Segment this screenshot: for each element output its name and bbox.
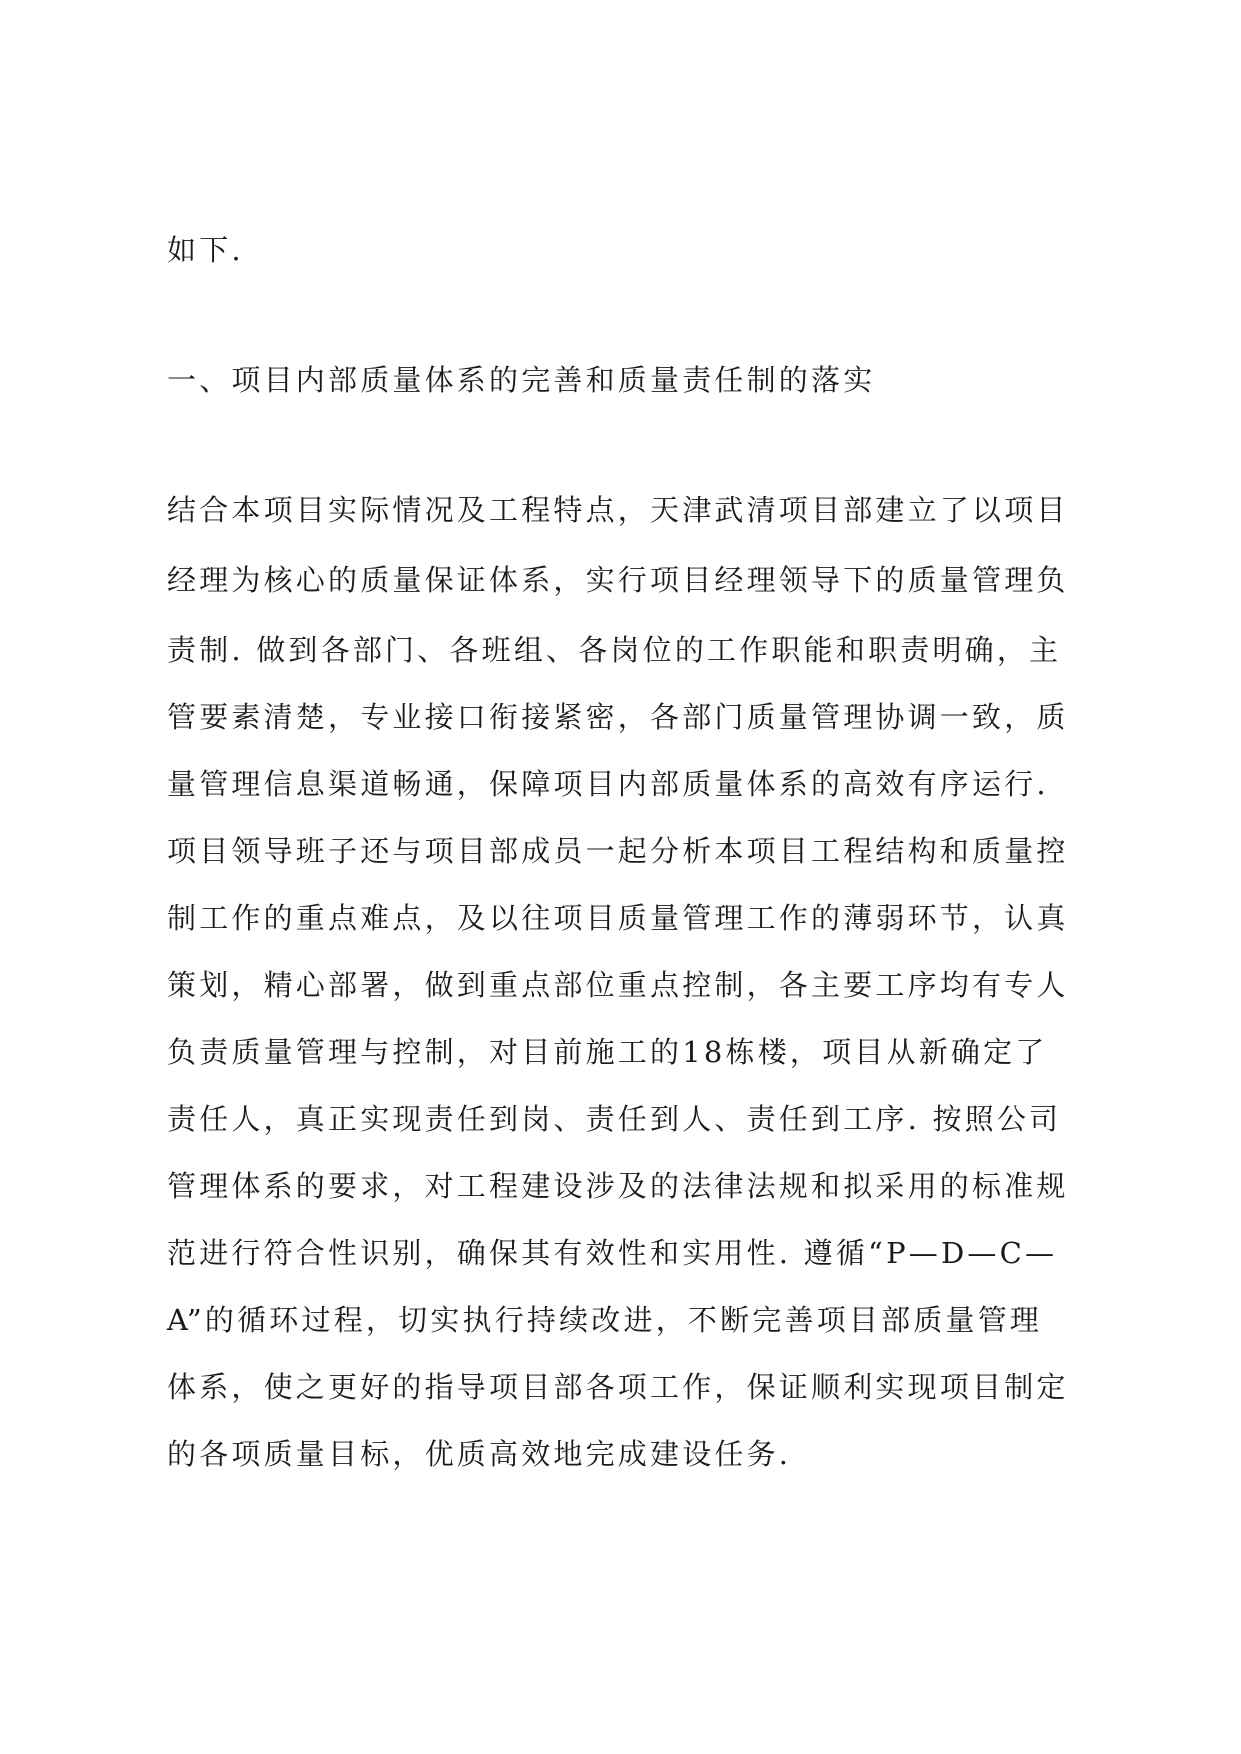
paragraph-line: 负责质量管理与控制，对目前施工的18栋楼，项目从新确定了: [167, 1035, 1048, 1069]
intro-line: 如下.: [167, 233, 244, 267]
paragraph-line: 的各项质量目标，优质高效地完成建设任务.: [167, 1437, 792, 1471]
paragraph-line: 策划，精心部署，做到重点部位重点控制，各主要工序均有专人: [167, 968, 1069, 1002]
paragraph-line: A”的循环过程，切实执行持续改进，不断完善项目部质量管理: [167, 1303, 1043, 1337]
paragraph-line: 项目领导班子还与项目部成员一起分析本项目工程结构和质量控: [167, 834, 1069, 868]
paragraph-line: 管要素清楚，专业接口衔接紧密，各部门质量管理协调一致，质: [167, 700, 1069, 734]
paragraph-line: 制工作的重点难点，及以往项目质量管理工作的薄弱环节，认真: [167, 901, 1069, 935]
paragraph-line: 责任人，真正实现责任到岗、责任到人、责任到工序. 按照公司: [167, 1102, 1062, 1136]
paragraph-line: 责制. 做到各部门、各班组、各岗位的工作职能和职责明确，主: [167, 633, 1062, 667]
paragraph-line: 范进行符合性识别，确保其有效性和实用性. 遵循“P—D—C—: [167, 1236, 1058, 1270]
paragraph-line: 经理为核心的质量保证体系，实行项目经理领导下的质量管理负: [167, 563, 1069, 597]
section-heading: 一、项目内部质量体系的完善和质量责任制的落实: [167, 363, 876, 397]
paragraph-line: 结合本项目实际情况及工程特点，天津武清项目部建立了以项目: [167, 493, 1069, 527]
paragraph-line: 体系，使之更好的指导项目部各项工作，保证顺利实现项目制定: [167, 1370, 1069, 1404]
paragraph-line: 量管理信息渠道畅通，保障项目内部质量体系的高效有序运行.: [167, 767, 1049, 801]
paragraph-line: 管理体系的要求，对工程建设涉及的法律法规和拟采用的标准规: [167, 1169, 1069, 1203]
